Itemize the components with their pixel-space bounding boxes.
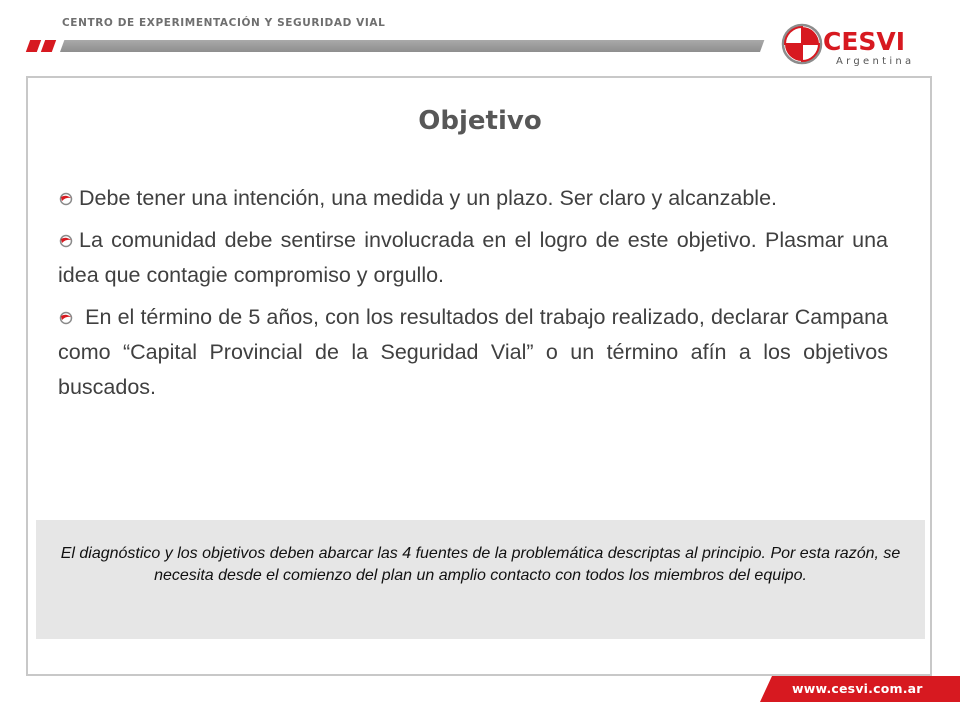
bullet-swoosh-icon	[58, 311, 74, 325]
bullet-item	[58, 181, 888, 216]
logo-text: CESVI	[823, 27, 906, 56]
logo-subtext: Argentina	[836, 56, 915, 67]
organization-name: CENTRO DE EXPERIMENTACIÓN Y SEGURIDAD VIAL	[62, 17, 386, 29]
bullet-text: En el término de 5 años, con los resultados del trabajo realizado, declarar Campana como “Capital Provincial de la Seguridad Vial” o un término afín a los objetivos buscados.	[58, 305, 888, 399]
header-slash-right	[41, 40, 56, 52]
bullet-item	[58, 223, 888, 293]
page-title: Objetivo	[418, 106, 542, 136]
bullet-text: Debe tener una intención, una medida y un plazo. Ser claro y alcanzable.	[79, 186, 777, 210]
footer-url-link[interactable]: www.cesvi.com.ar	[792, 681, 923, 696]
note-box	[36, 520, 925, 639]
bullet-swoosh-icon	[58, 234, 74, 248]
bullet-text: La comunidad debe sentirse involucrada en el logro de este objetivo. Plasmar una idea que contagie compromiso y orgullo.	[58, 228, 888, 287]
header-slash-left	[26, 40, 41, 52]
cesvi-logo-icon	[783, 25, 821, 63]
header-bar	[60, 40, 764, 52]
cesvi-logo	[778, 22, 928, 70]
note-text: El diagnóstico y los objetivos deben abarcar las 4 fuentes de la problemática descriptas al principio. Por esta razón, se necesita desde el comienzo del plan un amplio contacto con todos los miembros del equipo.	[60, 545, 901, 584]
bullet-item	[58, 300, 888, 405]
bullet-list	[58, 181, 888, 412]
bullet-swoosh-icon	[58, 192, 74, 206]
